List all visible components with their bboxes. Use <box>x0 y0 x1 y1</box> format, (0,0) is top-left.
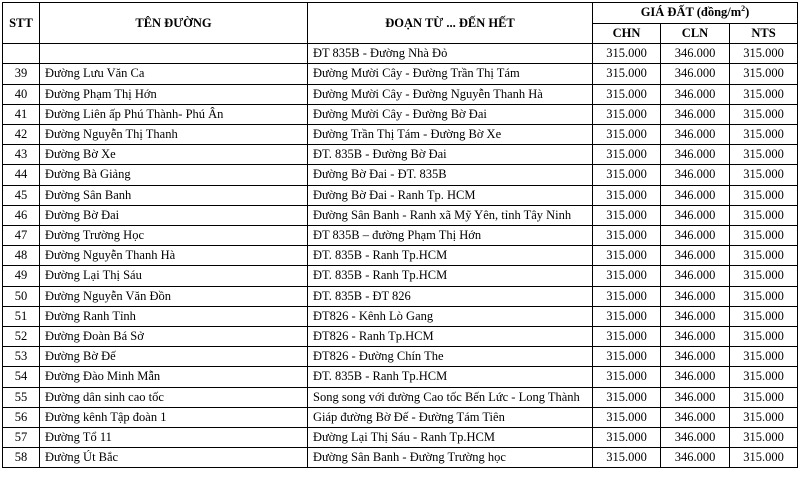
cell-chn: 315.000 <box>593 226 661 246</box>
cell-stt <box>3 44 40 64</box>
cell-cln: 346.000 <box>661 185 730 205</box>
cell-cln: 346.000 <box>661 84 730 104</box>
cell-chn: 315.000 <box>593 205 661 225</box>
table-row <box>3 165 798 185</box>
table-row <box>3 407 798 427</box>
cell-nts: 315.000 <box>730 205 798 225</box>
cell-segment: ĐT826 - Kênh Lò Gang <box>308 306 593 326</box>
cell-stt: 50 <box>3 286 40 306</box>
cell-nts: 315.000 <box>730 367 798 387</box>
header-row-top <box>3 3 798 24</box>
cell-street-name: Đường Lại Thị Sáu <box>40 266 308 286</box>
cell-chn: 315.000 <box>593 428 661 448</box>
cell-cln: 346.000 <box>661 286 730 306</box>
cell-cln: 346.000 <box>661 367 730 387</box>
cell-cln: 346.000 <box>661 306 730 326</box>
cell-stt: 54 <box>3 367 40 387</box>
table-row <box>3 205 798 225</box>
table-row <box>3 84 798 104</box>
cell-stt: 49 <box>3 266 40 286</box>
cell-chn: 315.000 <box>593 367 661 387</box>
table-row <box>3 226 798 246</box>
cell-segment: Đường Sân Banh - Ranh xã Mỹ Yên, tỉnh Tây Ninh <box>308 205 593 225</box>
header-chn: CHN <box>593 24 661 44</box>
cell-segment: ĐT826 - Ranh Tp.HCM <box>308 327 593 347</box>
cell-chn: 315.000 <box>593 448 661 468</box>
cell-segment: Đường Sân Banh - Đường Trường học <box>308 448 593 468</box>
header-segment: ĐOẠN TỪ ... ĐẾN HẾT <box>308 3 593 44</box>
cell-segment: Đường Mười Cây - Đường Bờ Đai <box>308 104 593 124</box>
cell-segment: ĐT. 835B - ĐT 826 <box>308 286 593 306</box>
table-row <box>3 64 798 84</box>
cell-street-name: Đường Trường Học <box>40 226 308 246</box>
cell-segment: ĐT 835B - Đường Nhà Đỏ <box>308 44 593 64</box>
cell-street-name: Đường Đoàn Bá Sở <box>40 327 308 347</box>
cell-stt: 42 <box>3 125 40 145</box>
cell-stt: 40 <box>3 84 40 104</box>
cell-segment: Song song với đường Cao tốc Bến Lức - Long Thành <box>308 387 593 407</box>
header-land-price-close: ) <box>745 5 750 20</box>
cell-nts: 315.000 <box>730 104 798 124</box>
table-row <box>3 448 798 468</box>
cell-street-name: Đường Liên ấp Phú Thành- Phú Ân <box>40 104 308 124</box>
cell-nts: 315.000 <box>730 44 798 64</box>
cell-street-name: Đường Bà Giảng <box>40 165 308 185</box>
cell-nts: 315.000 <box>730 165 798 185</box>
cell-stt: 56 <box>3 407 40 427</box>
table-row <box>3 367 798 387</box>
header-cln: CLN <box>661 24 730 44</box>
cell-chn: 315.000 <box>593 145 661 165</box>
cell-nts: 315.000 <box>730 448 798 468</box>
table-row <box>3 327 798 347</box>
cell-segment: ĐT. 835B - Ranh Tp.HCM <box>308 246 593 266</box>
cell-street-name: Đường Nguyễn Thị Thanh <box>40 125 308 145</box>
header-land-price-sup: 2 <box>741 4 746 14</box>
cell-segment: ĐT 835B – đường Phạm Thị Hớn <box>308 226 593 246</box>
cell-chn: 315.000 <box>593 387 661 407</box>
cell-chn: 315.000 <box>593 104 661 124</box>
cell-nts: 315.000 <box>730 84 798 104</box>
cell-nts: 315.000 <box>730 64 798 84</box>
table-row <box>3 185 798 205</box>
land-price-table <box>2 2 798 468</box>
cell-nts: 315.000 <box>730 387 798 407</box>
table-row <box>3 104 798 124</box>
cell-segment: Giáp đường Bờ Đế - Đường Tám Tiên <box>308 407 593 427</box>
cell-nts: 315.000 <box>730 347 798 367</box>
cell-stt: 46 <box>3 205 40 225</box>
cell-segment: Đường Bờ Đai - ĐT. 835B <box>308 165 593 185</box>
cell-cln: 346.000 <box>661 44 730 64</box>
cell-chn: 315.000 <box>593 407 661 427</box>
cell-segment: ĐT. 835B - Đường Bờ Đai <box>308 145 593 165</box>
cell-street-name: Đường Lưu Văn Ca <box>40 64 308 84</box>
cell-cln: 346.000 <box>661 246 730 266</box>
cell-cln: 346.000 <box>661 226 730 246</box>
cell-street-name: Đường Út Bắc <box>40 448 308 468</box>
table-row <box>3 347 798 367</box>
cell-stt: 44 <box>3 165 40 185</box>
cell-cln: 346.000 <box>661 266 730 286</box>
cell-chn: 315.000 <box>593 185 661 205</box>
cell-chn: 315.000 <box>593 246 661 266</box>
cell-cln: 346.000 <box>661 407 730 427</box>
cell-stt: 52 <box>3 327 40 347</box>
cell-chn: 315.000 <box>593 64 661 84</box>
cell-street-name: Đường Tổ 11 <box>40 428 308 448</box>
cell-chn: 315.000 <box>593 44 661 64</box>
cell-nts: 315.000 <box>730 145 798 165</box>
cell-nts: 315.000 <box>730 246 798 266</box>
cell-street-name: Đường Sân Banh <box>40 185 308 205</box>
cell-chn: 315.000 <box>593 347 661 367</box>
cell-street-name: Đường Phạm Thị Hớn <box>40 84 308 104</box>
cell-chn: 315.000 <box>593 266 661 286</box>
cell-segment: ĐT. 835B - Ranh Tp.HCM <box>308 266 593 286</box>
cell-segment: ĐT826 - Đường Chín The <box>308 347 593 367</box>
header-land-price <box>593 3 798 24</box>
cell-street-name: Đường dân sinh cao tốc <box>40 387 308 407</box>
cell-chn: 315.000 <box>593 327 661 347</box>
cell-stt: 48 <box>3 246 40 266</box>
header-street-name: TÊN ĐƯỜNG <box>40 3 308 44</box>
cell-cln: 346.000 <box>661 145 730 165</box>
cell-cln: 346.000 <box>661 165 730 185</box>
cell-stt: 51 <box>3 306 40 326</box>
cell-street-name: Đường Nguyễn Thanh Hà <box>40 246 308 266</box>
header-land-price-label: GIÁ ĐẤT (đồng/m <box>640 5 742 20</box>
cell-street-name: Đường Ranh Tỉnh <box>40 306 308 326</box>
cell-nts: 315.000 <box>730 125 798 145</box>
table-row <box>3 306 798 326</box>
cell-nts: 315.000 <box>730 266 798 286</box>
cell-nts: 315.000 <box>730 327 798 347</box>
table-row <box>3 286 798 306</box>
table-row <box>3 44 798 64</box>
cell-stt: 55 <box>3 387 40 407</box>
cell-segment: Đường Trần Thị Tám - Đường Bờ Xe <box>308 125 593 145</box>
cell-nts: 315.000 <box>730 286 798 306</box>
cell-street-name: Đường Đào Minh Mẫn <box>40 367 308 387</box>
cell-chn: 315.000 <box>593 84 661 104</box>
cell-segment: Đường Lại Thị Sáu - Ranh Tp.HCM <box>308 428 593 448</box>
cell-stt: 47 <box>3 226 40 246</box>
table-row <box>3 387 798 407</box>
cell-nts: 315.000 <box>730 407 798 427</box>
cell-segment: Đường Mười Cây - Đường Nguyễn Thanh Hà <box>308 84 593 104</box>
cell-segment: Đường Mười Cây - Đường Trần Thị Tám <box>308 64 593 84</box>
cell-chn: 315.000 <box>593 306 661 326</box>
cell-street-name: Đường Bờ Xe <box>40 145 308 165</box>
table-row <box>3 125 798 145</box>
cell-nts: 315.000 <box>730 306 798 326</box>
cell-nts: 315.000 <box>730 226 798 246</box>
header-nts: NTS <box>730 24 798 44</box>
cell-nts: 315.000 <box>730 185 798 205</box>
cell-cln: 346.000 <box>661 387 730 407</box>
cell-nts: 315.000 <box>730 428 798 448</box>
cell-stt: 57 <box>3 428 40 448</box>
cell-stt: 41 <box>3 104 40 124</box>
cell-cln: 346.000 <box>661 428 730 448</box>
cell-street-name: Đường Nguyễn Văn Đồn <box>40 286 308 306</box>
cell-cln: 346.000 <box>661 125 730 145</box>
cell-street-name: Đường kênh Tập đoàn 1 <box>40 407 308 427</box>
cell-cln: 346.000 <box>661 104 730 124</box>
cell-cln: 346.000 <box>661 64 730 84</box>
table-row <box>3 246 798 266</box>
cell-stt: 39 <box>3 64 40 84</box>
cell-cln: 346.000 <box>661 205 730 225</box>
cell-street-name: Đường Bờ Đế <box>40 347 308 367</box>
table-row <box>3 428 798 448</box>
cell-segment: ĐT. 835B - Ranh Tp.HCM <box>308 367 593 387</box>
cell-cln: 346.000 <box>661 448 730 468</box>
cell-stt: 45 <box>3 185 40 205</box>
cell-chn: 315.000 <box>593 125 661 145</box>
cell-street-name <box>40 44 308 64</box>
cell-chn: 315.000 <box>593 165 661 185</box>
cell-segment: Đường Bờ Đai - Ranh Tp. HCM <box>308 185 593 205</box>
cell-stt: 43 <box>3 145 40 165</box>
cell-street-name: Đường Bờ Đai <box>40 205 308 225</box>
cell-cln: 346.000 <box>661 327 730 347</box>
header-stt: STT <box>3 3 40 44</box>
cell-chn: 315.000 <box>593 286 661 306</box>
cell-stt: 53 <box>3 347 40 367</box>
cell-stt: 58 <box>3 448 40 468</box>
table-row <box>3 266 798 286</box>
table-row <box>3 145 798 165</box>
cell-cln: 346.000 <box>661 347 730 367</box>
